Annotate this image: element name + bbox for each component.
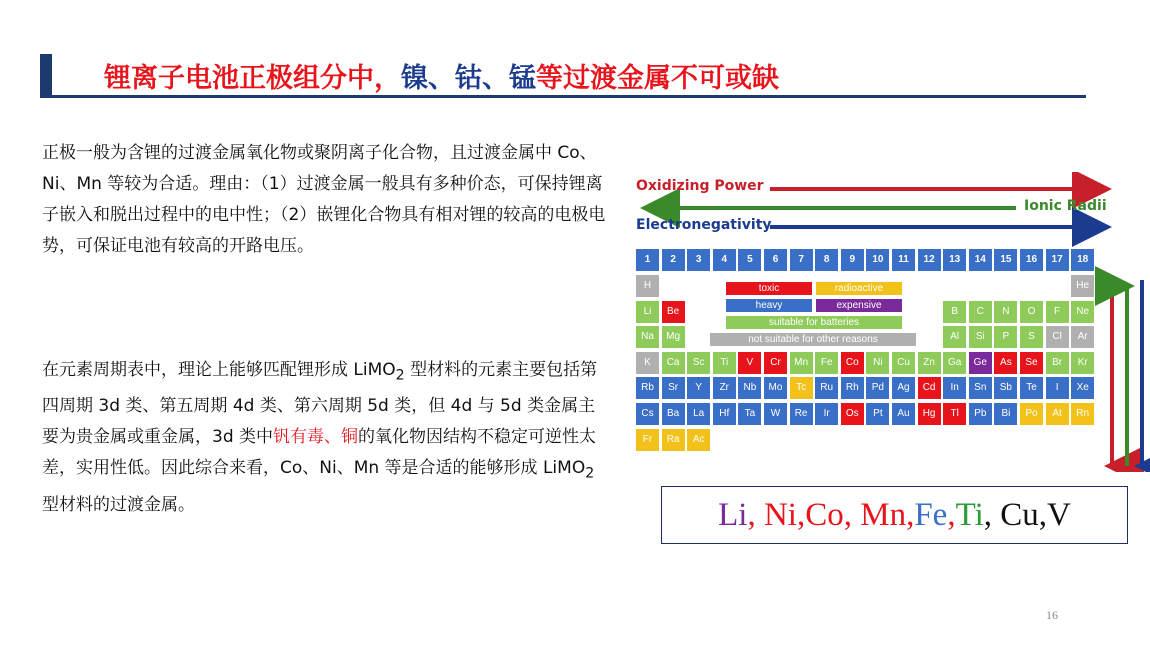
element-tl: Tl	[943, 403, 966, 425]
element-ta: Ta	[738, 403, 761, 425]
element-sr: Sr	[662, 377, 685, 399]
key-elements-text	[718, 497, 1071, 533]
element-at: At	[1046, 403, 1069, 425]
element-ga: Ga	[943, 352, 966, 374]
element-k: K	[636, 352, 659, 374]
group-number-8: 8	[815, 249, 838, 271]
group-number-12: 12	[918, 249, 941, 271]
element-b: B	[943, 301, 966, 323]
element-ra: Ra	[662, 429, 685, 451]
group-number-2: 2	[662, 249, 685, 271]
group-number-18: 18	[1071, 249, 1094, 271]
ionic-radii-label: Ionic Radii	[1024, 198, 1107, 214]
elements-segment-4: Ti	[955, 497, 984, 533]
group-number-3: 3	[687, 249, 710, 271]
element-w: W	[764, 403, 787, 425]
periodic-table-figure	[630, 172, 1150, 472]
element-tc: Tc	[790, 377, 813, 399]
group-number-5: 5	[738, 249, 761, 271]
element-mo: Mo	[764, 377, 787, 399]
element-zr: Zr	[713, 377, 736, 399]
element-be: Be	[662, 301, 685, 323]
element-hf: Hf	[713, 403, 736, 425]
electronegativity-label: Electronegativity	[636, 217, 772, 233]
element-hg: Hg	[918, 403, 941, 425]
element-rn: Rn	[1071, 403, 1094, 425]
element-te: Te	[1020, 377, 1043, 399]
para2-text-a: 在元素周期表中，理论上能够匹配锂形成 LiMO	[42, 360, 396, 380]
group-number-4: 4	[713, 249, 736, 271]
title-bar	[40, 54, 1086, 98]
element-pd: Pd	[866, 377, 889, 399]
element-po: Po	[1020, 403, 1043, 425]
para2-text-c: 的氧化物因结构不稳定可逆性太差，实用性低。因此综合来看，Co、Ni、Mn 等是合适的能够形成 LiMO	[42, 427, 597, 479]
element-pt: Pt	[866, 403, 889, 425]
oxidizing-power-label: Oxidizing Power	[636, 178, 764, 194]
title-underline	[52, 95, 1086, 98]
element-rh: Rh	[841, 377, 864, 399]
title-part-1: 锂离子电池正极组分中，	[104, 63, 401, 94]
title-part-3: 等过渡金属不可或缺	[536, 63, 779, 94]
element-al: Al	[943, 326, 966, 348]
group-number-17: 17	[1046, 249, 1069, 271]
element-ac: Ac	[687, 429, 710, 451]
element-sn: Sn	[969, 377, 992, 399]
element-ca: Ca	[662, 352, 685, 374]
element-he: He	[1071, 275, 1094, 297]
elements-segment-1: , Ni,Co, Mn,	[747, 497, 915, 533]
element-nb: Nb	[738, 377, 761, 399]
legend-radioactive: radioactive	[816, 282, 902, 295]
elements-segment-2: Fe	[914, 497, 948, 533]
element-ru: Ru	[815, 377, 838, 399]
group-number-14: 14	[969, 249, 992, 271]
element-au: Au	[892, 403, 915, 425]
paragraph-periodic-analysis	[42, 355, 612, 521]
element-cr: Cr	[764, 352, 787, 374]
element-n: N	[994, 301, 1017, 323]
para2-text-b: 型材料的元素主要包括第四周期 3d 类、第五周期 4d 类、第六周期 5d 类，但 4d 与 5d 类金属主要为贵金属或重金属，3d 类中	[42, 360, 598, 448]
element-sc: Sc	[687, 352, 710, 374]
para2-highlight: 钒有毒、铜	[273, 427, 359, 448]
element-fe: Fe	[815, 352, 838, 374]
element-mn: Mn	[790, 352, 813, 374]
element-bi: Bi	[994, 403, 1017, 425]
element-v: V	[738, 352, 761, 374]
element-s: S	[1020, 326, 1043, 348]
element-la: La	[687, 403, 710, 425]
legend-not-suitable: not suitable for other reasons	[710, 333, 916, 346]
element-rb: Rb	[636, 377, 659, 399]
element-xe: Xe	[1071, 377, 1094, 399]
element-co: Co	[841, 352, 864, 374]
group-number-10: 10	[866, 249, 889, 271]
para2-sub-a: 2	[395, 367, 405, 384]
group-number-7: 7	[790, 249, 813, 271]
elements-segment-0: Li	[718, 497, 748, 533]
para2-sub-c: 2	[585, 465, 595, 482]
group-number-13: 13	[943, 249, 966, 271]
slide-title	[104, 56, 779, 95]
element-cu: Cu	[892, 352, 915, 374]
paragraph-reasons: 正极一般为含锂的过渡金属氧化物或聚阴离子化合物，且过渡金属中 Co、Ni、Mn 等较为合适。理由：（1）过渡金属一般具有多种价态，可保持锂离子嵌入和脱出过程中的电中性；（2）嵌锂化合物具有相对锂的较高的电极电势，可保证电池有较高的开路电压。	[42, 143, 606, 256]
element-cl: Cl	[1046, 326, 1069, 348]
group-number-6: 6	[764, 249, 787, 271]
element-pb: Pb	[969, 403, 992, 425]
element-zn: Zn	[918, 352, 941, 374]
title-part-2: 镍、钴、锰	[401, 63, 536, 94]
group-number-1: 1	[636, 249, 659, 271]
element-h: H	[636, 275, 659, 297]
element-o: O	[1020, 301, 1043, 323]
element-p: P	[994, 326, 1017, 348]
element-kr: Kr	[1071, 352, 1094, 374]
group-number-9: 9	[841, 249, 864, 271]
para2-text-d: 型材料的过渡金属。	[42, 494, 195, 515]
element-c: C	[969, 301, 992, 323]
legend-heavy: heavy	[726, 299, 812, 312]
page-number: 16	[1046, 608, 1058, 622]
element-si: Si	[969, 326, 992, 348]
legend-expensive: expensive	[816, 299, 902, 312]
element-in: In	[943, 377, 966, 399]
element-re: Re	[790, 403, 813, 425]
element-ar: Ar	[1071, 326, 1094, 348]
group-number-11: 11	[892, 249, 915, 271]
element-y: Y	[687, 377, 710, 399]
legend-toxic: toxic	[726, 282, 812, 295]
element-mg: Mg	[662, 326, 685, 348]
element-i: I	[1046, 377, 1069, 399]
element-br: Br	[1046, 352, 1069, 374]
group-number-16: 16	[1020, 249, 1043, 271]
element-ne: Ne	[1071, 301, 1094, 323]
element-li: Li	[636, 301, 659, 323]
element-os: Os	[841, 403, 864, 425]
element-sb: Sb	[994, 377, 1017, 399]
element-cd: Cd	[918, 377, 941, 399]
title-accent-bar	[40, 54, 52, 98]
element-cs: Cs	[636, 403, 659, 425]
element-ti: Ti	[713, 352, 736, 374]
elements-segment-3: ,	[947, 497, 956, 533]
element-ni: Ni	[866, 352, 889, 374]
element-f: F	[1046, 301, 1069, 323]
group-number-15: 15	[994, 249, 1017, 271]
element-ba: Ba	[662, 403, 685, 425]
element-ag: Ag	[892, 377, 915, 399]
element-ir: Ir	[815, 403, 838, 425]
element-se: Se	[1020, 352, 1043, 374]
legend-suitable: suitable for batteries	[726, 316, 902, 329]
element-na: Na	[636, 326, 659, 348]
element-fr: Fr	[636, 429, 659, 451]
element-ge: Ge	[969, 352, 992, 374]
element-as: As	[994, 352, 1017, 374]
key-elements-box	[661, 486, 1128, 544]
elements-segment-5: , Cu,V	[983, 497, 1071, 533]
